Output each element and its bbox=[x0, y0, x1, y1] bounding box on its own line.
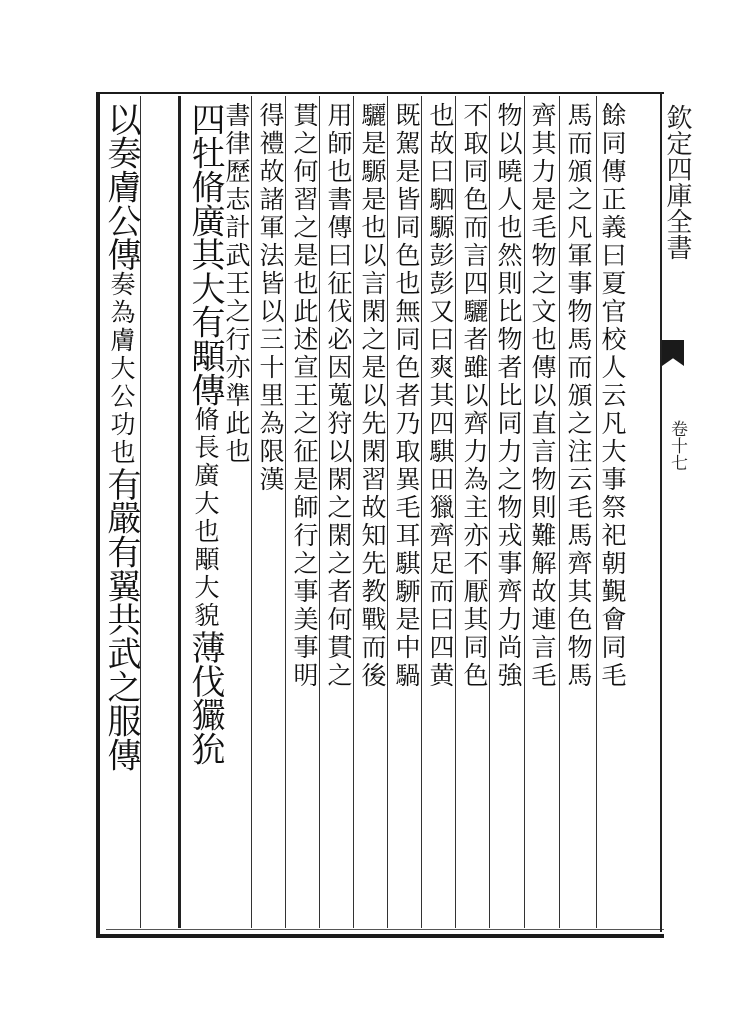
column-rule bbox=[596, 96, 597, 928]
text-column-13 bbox=[185, 102, 225, 922]
main-text: 有嚴有翼共武之服傳 bbox=[101, 467, 141, 772]
text-column-8: 驪是騵是也以言閑之是以先閑習故知先教戰而後 bbox=[358, 102, 387, 690]
main-text: 薄伐玁狁 bbox=[185, 630, 225, 766]
text-column-5: 不取同色而言四驪者雖以齊力為主亦不厭其同色 bbox=[460, 102, 489, 690]
column-rule bbox=[489, 96, 490, 928]
text-column-7: 既駕是皆同色也無同色者乃取異毛耳騏駵是中騧 bbox=[392, 102, 421, 690]
text-column-2: 馬而頒之凡軍事物馬而頒之注云毛馬齊其色物馬 bbox=[564, 102, 593, 690]
text-column-14 bbox=[101, 102, 141, 922]
column-rule bbox=[251, 96, 252, 928]
column-rule bbox=[559, 96, 560, 928]
column-rule bbox=[319, 96, 320, 928]
text-column-9: 用師也書傳曰征伐必因蒐狩以閑之閑之者何貫之 bbox=[324, 102, 353, 690]
text-column-4: 物以曉人也然則比物者比同力之物戎事齊力尚強 bbox=[494, 102, 523, 690]
text-column-10: 貫之何習之是也此述宣王之征是師行之事美事明 bbox=[290, 102, 319, 690]
text-column-1: 餘同傳正義曰夏官校人云凡大事祭祀朝覲會同毛 bbox=[598, 102, 627, 690]
commentary-text: 脩長廣大也顒大貌 bbox=[191, 406, 220, 631]
column-rule bbox=[421, 96, 422, 928]
column-rule bbox=[353, 96, 354, 928]
column-rule bbox=[178, 96, 181, 928]
column-rule bbox=[285, 96, 286, 928]
text-column-6: 也故曰駟騵彭彭又曰爽其四騏田獵齊足而曰四黄 bbox=[426, 102, 455, 690]
main-text: 四牡脩廣其大有顒傳 bbox=[185, 102, 225, 407]
column-rule bbox=[387, 96, 388, 928]
column-rule bbox=[455, 96, 456, 928]
text-column-3: 齊其力是毛物之文也傳以直言物則難解故連言毛 bbox=[528, 102, 557, 690]
volume-label: 卷十七 bbox=[667, 420, 687, 471]
commentary-text: 奏為膚大公功也 bbox=[107, 271, 136, 468]
column-rule bbox=[524, 96, 525, 928]
text-column-11: 得禮故諸軍法皆以三十里為限漢 bbox=[256, 102, 285, 494]
main-text: 以奏膚公傳 bbox=[101, 102, 141, 272]
text-column-12: 書律歷志計武王之行亦準此也 bbox=[222, 102, 251, 466]
book-title: 欽定四庫全書 bbox=[662, 104, 692, 260]
